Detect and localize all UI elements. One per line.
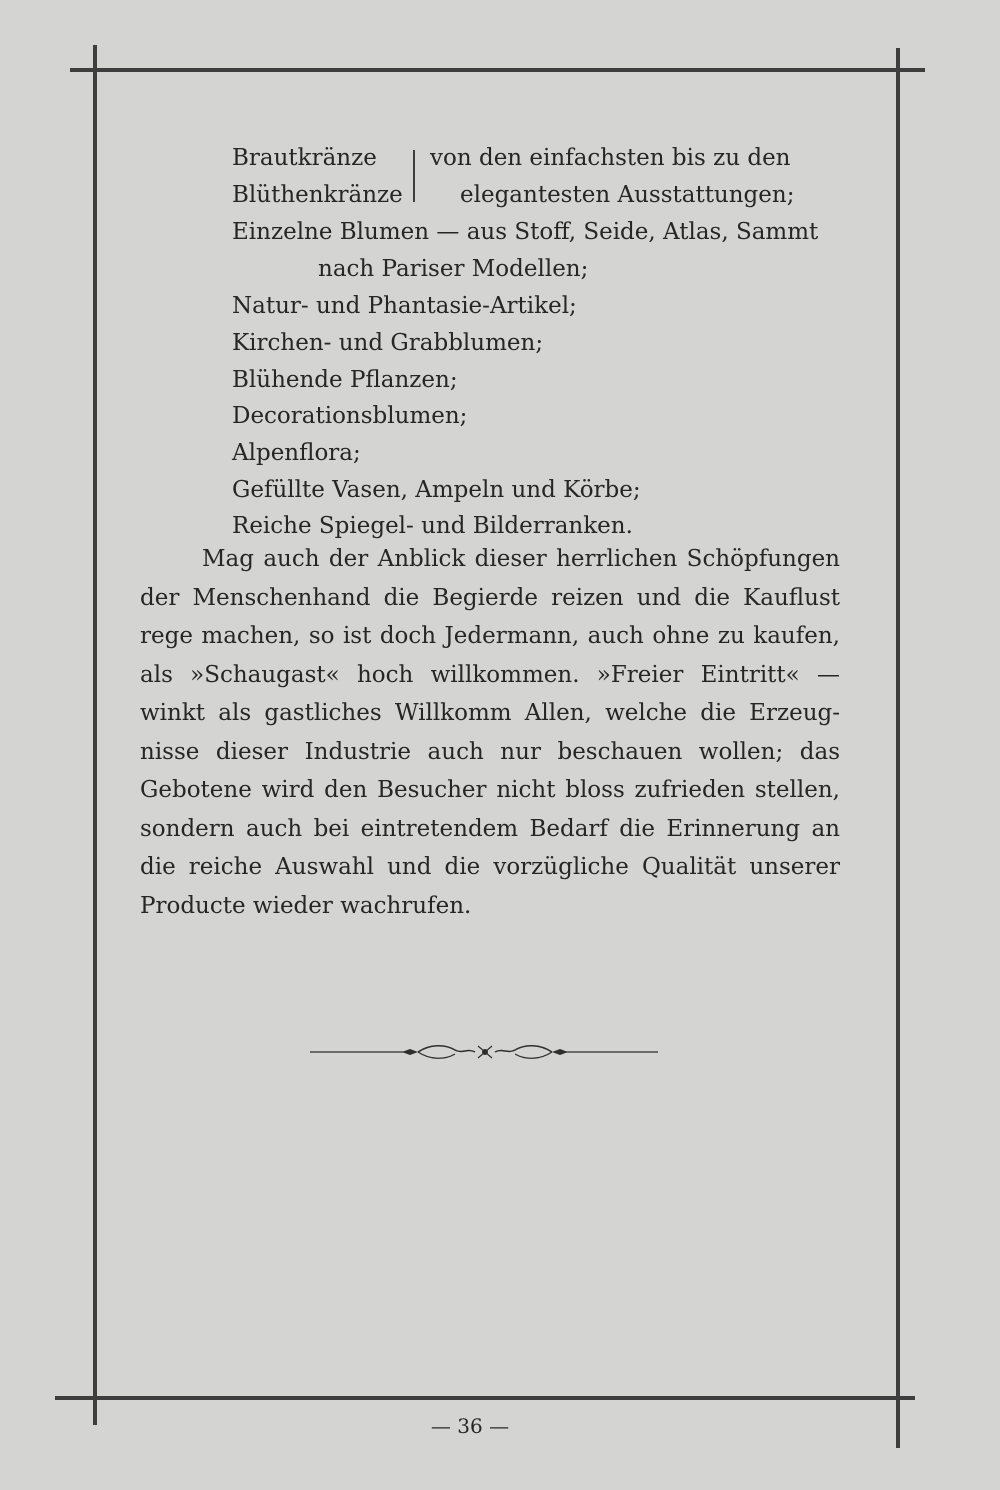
list-item: Decorationsblumen;: [232, 403, 468, 429]
frame-right-rule: [896, 48, 900, 1448]
list-bracket-left-1: Brautkränze: [232, 145, 377, 171]
body-paragraph: [140, 540, 840, 925]
paragraph-line: nisse dieser Industrie auch nur beschauen wollen; das: [140, 738, 840, 765]
list-item: nach Pariser Modellen;: [318, 256, 589, 282]
list-item: Natur- und Phantasie-Artikel;: [232, 293, 577, 319]
paragraph-line: sondern auch bei eintretendem Bedarf die Erinnerung an: [140, 815, 840, 842]
paragraph-line: Gebotene wird den Besucher nicht bloss zufrieden stellen,: [140, 777, 840, 803]
paragraph-line: winkt als gastliches Willkomm Allen, welche die Erzeug-: [140, 700, 840, 726]
list-bracket-left-2: Blüthenkränze: [232, 182, 403, 208]
frame-left-rule: [93, 45, 97, 1425]
paragraph-line: Mag auch der Anblick dieser herrlichen Schöpfungen: [202, 546, 840, 572]
list-item: Gefüllte Vasen, Ampeln und Körbe;: [232, 477, 641, 503]
frame-top-rule: [70, 68, 925, 72]
paragraph-line: Producte wieder wachrufen.: [140, 892, 472, 919]
page-number: — 36 —: [430, 1414, 510, 1438]
list-item: Blühende Pflanzen;: [232, 367, 458, 393]
frame-bottom-rule: [55, 1396, 915, 1400]
list-item: Alpenflora;: [232, 440, 361, 466]
paragraph-line: rege machen, so ist doch Jedermann, auch ohne zu kaufen,: [140, 623, 840, 649]
list-item: Einzelne Blumen — aus Stoff, Seide, Atlas, Sammt: [232, 219, 819, 245]
ornament-divider-icon: [310, 1042, 660, 1062]
list-bracket-right-2: elegantesten Ausstattungen;: [460, 182, 795, 208]
list-item: Reiche Spiegel- und Bilderranken.: [232, 513, 633, 539]
list-bracket-right-1: von den einfachsten bis zu den: [430, 145, 791, 171]
paragraph-line: der Menschenhand die Begierde reizen und die Kauflust: [140, 584, 840, 611]
list-item: Kirchen- und Grabblumen;: [232, 330, 544, 356]
brace-mark: [407, 150, 415, 202]
paragraph-line: die reiche Auswahl und die vorzügliche Qualität unserer: [140, 854, 840, 880]
paragraph-line: als »Schaugast« hoch willkommen. »Freier Eintritt« —: [140, 661, 840, 688]
